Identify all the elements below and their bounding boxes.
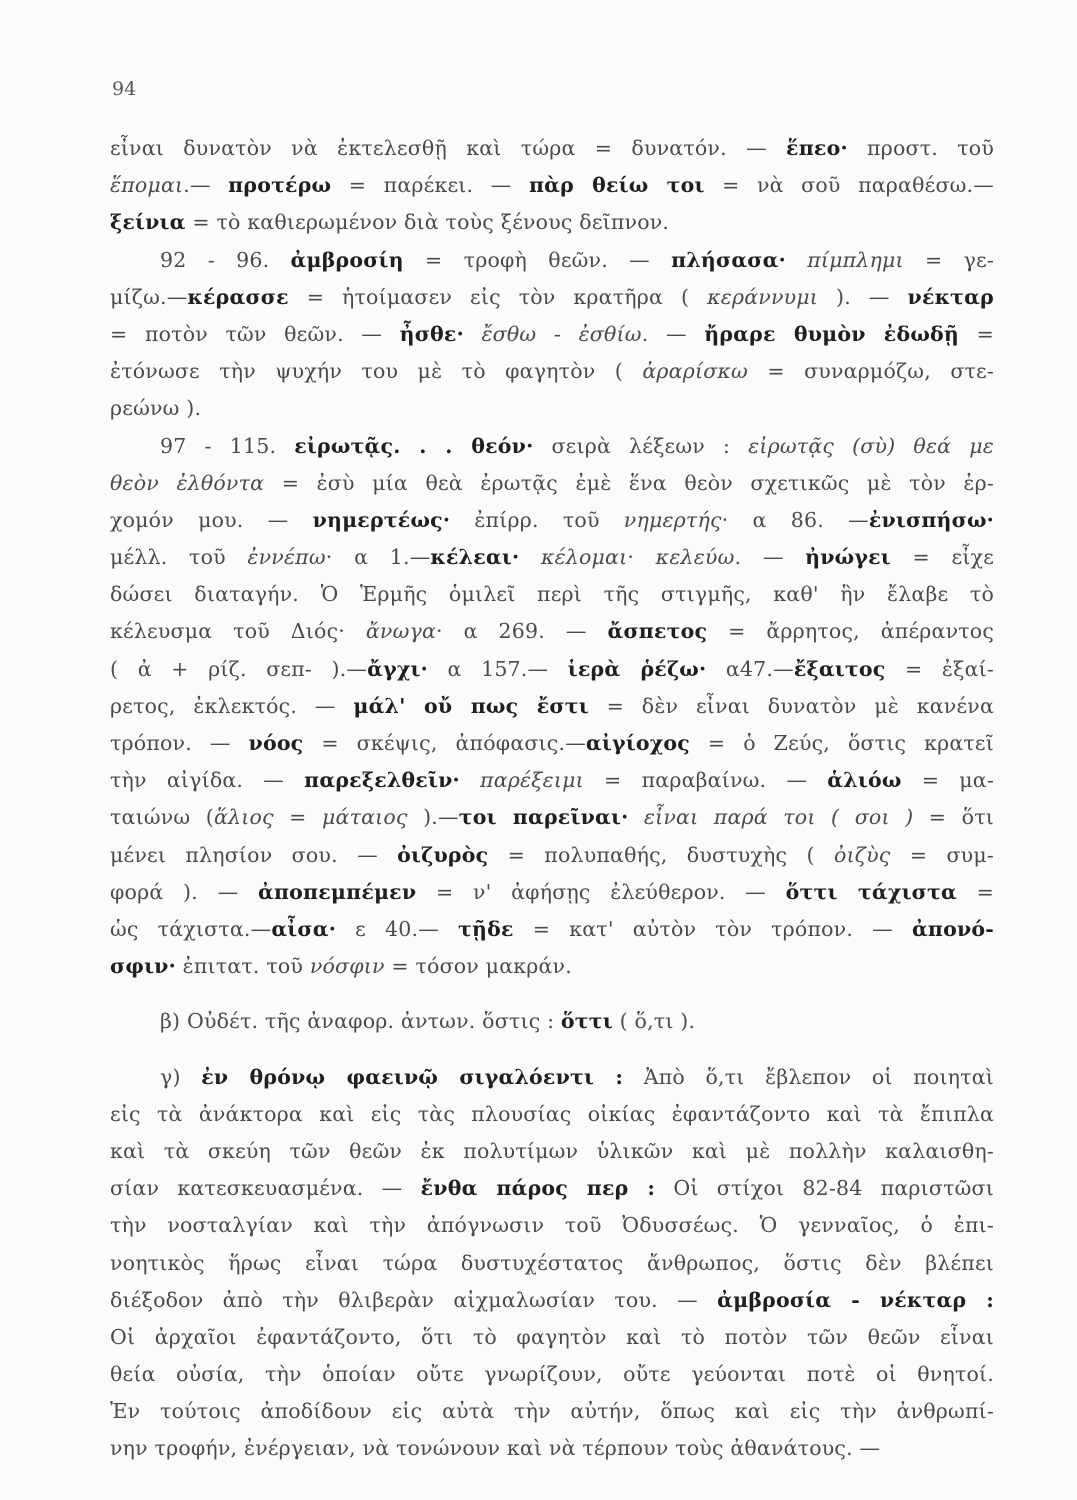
text-line: νοητικὸς ἥρως εἶναι τώρα δυστυχέστατος ἄνθρωπος, ὅστις δὲν βλέπει [110,1250,994,1275]
text-line: γ) ἐν θρόνῳ φαεινῷ σιγαλόεντι : Ἀπὸ ὅ,τι ἔβλεπον οἱ ποιηταὶ [160,1064,994,1089]
page-body-text [110,130,994,1468]
text-line: ( ἀ + ρίζ. σεπ- ).—ἄγχι· α 157.— ἱερὰ ῥέζω· α47.—ἔξαιτος = ἐξαί- [110,656,994,681]
paragraph [110,1003,994,1040]
text-line: δώσει διαταγήν. Ὁ Ἑρμῆς ὁμιλεῖ περὶ τῆς στιγμῆς, καθ' ἣν ἔλαβε τὸ [110,582,994,607]
text-line: ταιώνω (ἅλιος = μάταιος ).—τοι παρεῖναι· εἶναι παρά τοι ( σοι ) = ὅτι [110,805,994,830]
text-line: ἕπομαι.— προτέρω = παρέκει. — πὰρ θείω τοι = νὰ σοῦ παραθέσω.— [110,173,994,198]
text-line: εἰς τὰ ἀνάκτορα καὶ εἰς τὰς πλουσίας οἰκίας ἐφαντάζοντο καὶ τὰ ἔπιπλα [110,1101,994,1126]
text-line: μίζω.—κέρασσε = ἡτοίμασεν εἰς τὸν κρατῆρα ( κεράννυμι ). — νέκταρ [110,284,994,309]
text-line: φορά ). — ἀποπεμπέμεν = ν' ἀφήσῃς ἐλεύθερον. — ὅττι τάχιστα = [110,879,994,904]
text-line: Οἱ ἀρχαῖοι ἐφαντάζοντο, ὅτι τὸ φαγητὸν καὶ τὸ ποτὸν τῶν θεῶν εἶναι [110,1324,994,1349]
text-line: ξείνια = τὸ καθιερωμένον διὰ τοὺς ξένους δεῖπνον. [110,210,670,235]
paragraph [110,242,994,428]
paragraph [110,1059,994,1468]
text-line: ὡς τάχιστα.—αἶσα· ε 40.— τῇδε = κατ' αὐτὸν τὸν τρόπον. — ἀπονό- [110,916,994,941]
text-line: 97 - 115. εἰρωτᾷς. . . θεόν· σειρὰ λέξεων : εἰρωτᾷς (σὺ) θεά με [160,433,994,458]
text-line: εἶναι δυνατὸν νὰ ἐκτελεσθῇ καὶ τώρα = δυνατόν. — ἕπεο· προστ. τοῦ [110,136,994,160]
text-line: χομόν μου. — νημερτέως· ἐπίρρ. τοῦ νημερτής· α 86. —ἐνισπήσω· [110,507,994,532]
text-line: τὴν νοσταλγίαν καὶ τὴν ἀπόγνωσιν τοῦ Ὀδυσσέως. Ὁ γενναῖος, ὁ ἐπι- [110,1213,994,1238]
page-number: 94 [112,78,137,100]
paragraph-gap [110,985,994,1003]
text-line: ρετος, ἐκλεκτός. — μάλ' οὔ πως ἔστι = δὲν εἶναι δυνατὸν μὲ κανένα [110,693,994,718]
text-line: τρόπον. — νόος = σκέψις, ἀπόφασις.—αἰγίοχος = ὁ Ζεύς, ὅστις κρατεῖ [110,731,994,756]
text-line: διέξοδον ἀπὸ τὴν θλιβερὰν αἰχμαλωσίαν του. — ἀμβροσία - νέκταρ : [110,1287,994,1312]
text-line: θεία οὐσία, τὴν ὁποίαν οὔτε γνωρίζουν, οὔτε γεύονται ποτὲ οἱ θνητοί. [110,1362,994,1387]
text-line: = ποτὸν τῶν θεῶν. — ἦσθε· ἔσθω - ἐσθίω. — ἤραρε θυμὸν ἐδωδῇ = [110,321,994,346]
text-line: μέλλ. τοῦ ἐννέπω· α 1.—κέλεαι· κέλομαι· κελεύω. — ἠνώγει = εἶχε [110,545,994,570]
text-line: σίαν κατεσκευασμένα. — ἔνθα πάρος περ : Οἱ στίχοι 82-84 παριστῶσι [110,1176,994,1201]
text-line: θεὸν ἐλθόντα = ἐσὺ μία θεὰ ἐρωτᾷς ἐμὲ ἕνα θεὸν σχετικῶς μὲ τὸν ἐρ- [110,470,994,495]
text-line: β) Οὐδέτ. τῆς ἀναφορ. ἀντων. ὅστις : ὅττι ( ὅ,τι ). [160,1009,696,1034]
text-line: Ἐν τούτοις ἀποδίδουν εἰς αὐτὰ τὴν αὐτήν, ὅπως καὶ εἰς τὴν ἀνθρωπί- [110,1399,994,1424]
text-line: σφιν· ἐπιτατ. τοῦ νόσφιν = τόσον μακράν. [110,954,572,979]
paragraph-gap [110,1041,994,1059]
text-line: κέλευσμα τοῦ Διός· ἄνωγα· α 269. — ἄσπετος = ἄρρητος, ἀπέραντος [110,619,994,644]
paragraph [110,130,994,242]
paragraph [110,428,994,986]
text-line: ρεώνω ). [110,396,202,421]
text-line: 92 - 96. ἀμβροσίη = τροφὴ θεῶν. — πλήσασα· πίμπλημι = γε- [160,247,994,272]
text-line: νην τροφήν, ἐνέργειαν, νὰ τονώνουν καὶ νὰ τέρπουν τοὺς ἀθανάτους. — [110,1436,881,1461]
text-line: ἐτόνωσε τὴν ψυχήν του μὲ τὸ φαγητὸν ( ἀραρίσκω = συναρμόζω, στε- [110,359,994,384]
text-line: καὶ τὰ σκεύη τῶν θεῶν ἐκ πολυτίμων ὑλικῶν καὶ μὲ πολλὴν καλαισθη- [110,1138,994,1163]
text-line: τὴν αἰγίδα. — παρεξελθεῖν· παρέξειμι = παραβαίνω. — ἁλιόω = μα- [110,768,994,793]
text-line: μένει πλησίον σου. — ὀιζυρὸς = πολυπαθής, δυστυχὴς ( ὀιζὺς = συμ- [110,842,994,867]
